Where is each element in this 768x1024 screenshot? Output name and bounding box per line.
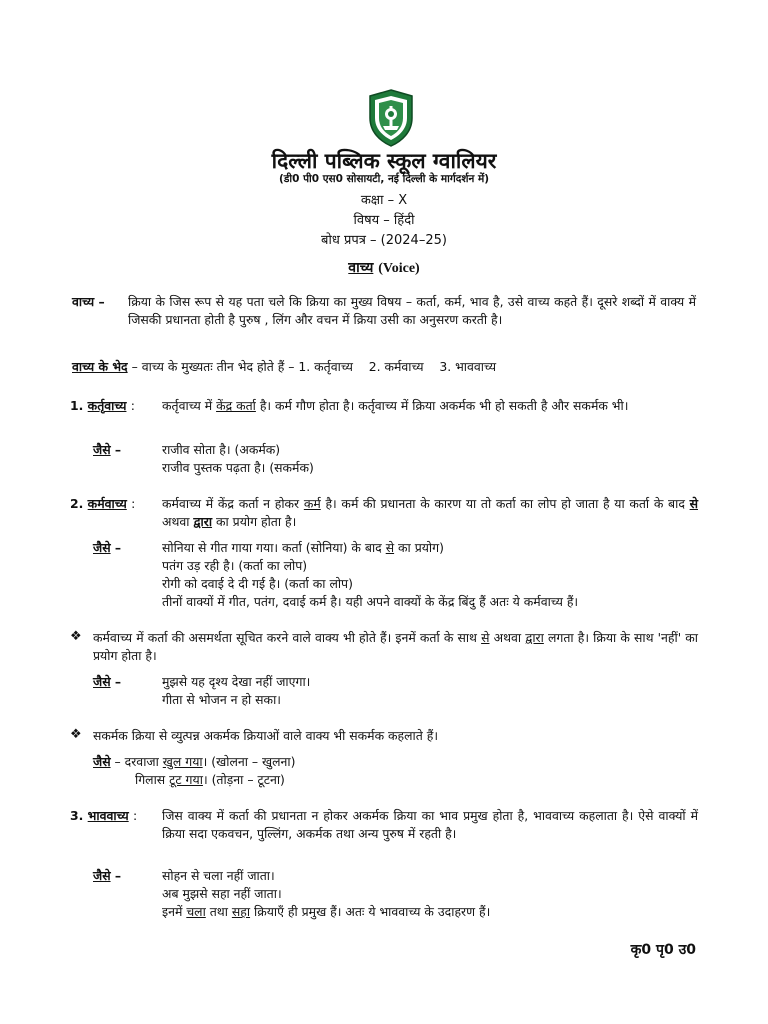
sec3-description: जिस वाक्य में कर्ता की प्रधानता न होकर अकर्मक क्रिया का भाव प्रमुख होता है, भाववाच्य कहलाता है। ऐसे वाक्यों में क्रिया सदा एकवचन, पुल्लिंग, अकर्मक तथा अन्य पुरुष में रहती है। — [162, 808, 698, 841]
sec3-example-label — [93, 867, 121, 885]
sec1-desc-b: है। कर्म गौण होता है। कर्तृवाच्य में क्रिया अकर्मक भी हो सकती है और सकर्मक भी। — [255, 398, 629, 413]
sec2-desc-se: से — [689, 496, 698, 511]
school-crest-icon — [365, 88, 417, 148]
definition-term: वाच्य – — [72, 294, 105, 309]
school-name: दिल्ली पब्लिक स्कूल ग्वालियर — [271, 149, 497, 173]
example-dash: – — [114, 442, 122, 457]
sec3-ex3-a: इनमें — [162, 904, 187, 919]
note1-text — [93, 629, 698, 665]
sec1-colon: : — [130, 398, 135, 413]
sec3-ex3-chala: चला — [186, 904, 206, 919]
example-dash: – — [114, 540, 122, 555]
sec3-example-2: अब मुझसे सहा नहीं जाता। — [162, 886, 282, 901]
sec3-number: 3. — [70, 808, 84, 823]
sec2-desc-a: कर्मवाच्य में केंद्र कर्ता न होकर — [162, 496, 304, 511]
page-title — [0, 258, 768, 277]
types-text: – वाच्य के मुख्यतः तीन भेद होते हैं – 1. कर्तृवाच्य 2. कर्मवाच्य 3. भाववाच्य — [127, 359, 497, 374]
bullet-icon: ❖ — [70, 629, 82, 644]
page-footer: कृ0 पृ0 उ0 — [630, 942, 696, 958]
example-label: जैसे — [93, 674, 111, 689]
sec2-example-label — [93, 539, 121, 557]
sec1-desc-a: कर्तृवाच्य में — [162, 398, 217, 413]
society-line: (डी0 पी0 एस0 सोसायटी, नई दिल्ली के मार्गदर्शन में) — [278, 173, 490, 185]
sec2-desc-dwara: द्वारा — [193, 514, 213, 529]
sec2-example-4: तीनों वाक्यों में गीत, पतंग, दवाई कर्म है। यही अपने वाक्यों के केंद्र बिंदु हैं अतः ये कर्मवाच्य हैं। — [162, 594, 579, 609]
sec2-ex1-a: सोनिया से गीत गाया गया। कर्ता (सोनिया) के बाद — [162, 540, 386, 555]
sec1-example-1: राजीव सोता है। (अकर्मक) — [162, 442, 281, 457]
note2-ex2-verb: टूट गया — [169, 772, 203, 787]
title-english: (Voice) — [378, 261, 420, 276]
sec3-ex3-e: क्रियाएँ ही प्रमुख हैं। अतः ये भाववाच्य के उदाहरण हैं। — [250, 904, 491, 919]
sec2-number: 2. — [70, 496, 84, 511]
sec3-colon: : — [133, 808, 138, 823]
sec1-example-label — [93, 441, 121, 459]
note1-a: कर्मवाच्य में कर्ता की असमर्थता सूचित करने वाले वाक्य भी होते हैं। इनमें कर्ता के साथ — [93, 630, 482, 645]
sec2-heading — [70, 495, 135, 513]
definition-text: क्रिया के जिस रूप से यह पता चले कि क्रिया का मुख्य विषय – कर्ता, कर्म, भाव है, उसे वाच्य कहते हैं। दूसरे शब्दों में वाक्य में जिसकी प्रधानता होती है पुरुष , लिंग और वचन में क्रिया उसी का अनुसरण करती है। — [128, 294, 696, 327]
note2-ex1-c: । (खोलना – खुलना) — [202, 754, 296, 769]
note2-example-2 — [135, 771, 285, 789]
sec2-colon: : — [131, 496, 136, 511]
sec3-heading — [70, 807, 137, 825]
sec1-desc-key: केंद्र कर्ता — [216, 398, 256, 413]
note2-ex2-c: । (तोड़ना – टूटना) — [202, 772, 285, 787]
note1-b: अथवा — [489, 630, 526, 645]
sec3-example-3 — [162, 903, 490, 921]
sec2-name: कर्मवाच्य — [87, 496, 127, 511]
example-label: जैसे — [93, 754, 111, 769]
sec3-ex3-c: तथा — [205, 904, 232, 919]
sec2-example-3: रोगी को दवाई दे दी गई है। (कर्ता का लोप) — [162, 576, 353, 591]
sec1-name: कर्तृवाच्य — [87, 398, 127, 413]
sec2-example-1 — [162, 539, 444, 557]
note1-dwara: द्वारा — [525, 630, 544, 645]
example-label: जैसे — [93, 540, 111, 555]
sec1-example-2: राजीव पुस्तक पढ़ता है। (सकर्मक) — [162, 460, 314, 475]
types-line — [72, 358, 712, 376]
sec2-desc-c: अथवा — [162, 514, 194, 529]
note2-ex1-a: – दरवाजा — [114, 754, 163, 769]
sec2-desc-b: है। कर्म की प्रधानता के कारण या तो कर्ता का लोप हो जाता है या कर्ता के बाद — [320, 496, 690, 511]
sec3-name: भाववाच्य — [87, 808, 129, 823]
types-label: वाच्य के भेद — [72, 359, 128, 374]
example-label: जैसे — [93, 868, 111, 883]
paper-line: बोध प्रपत्र – (2024–25) — [321, 233, 447, 248]
sec2-desc-karm: कर्म — [303, 496, 321, 511]
example-dash: – — [114, 868, 122, 883]
example-dash: – — [114, 674, 122, 689]
example-label: जैसे — [93, 442, 111, 457]
note1-c: लगता है। क्रिया के साथ 'नहीं' का प्रयोग होता है। — [93, 630, 698, 663]
note1-example-label — [93, 673, 121, 691]
sec2-example-2: पतंग उड़ रही है। (कर्ता का लोप) — [162, 558, 308, 573]
note2-text: सकर्मक क्रिया से व्युत्पन्न अकर्मक क्रियाओं वाले वाक्य भी सकर्मक कहलाते हैं। — [93, 728, 439, 743]
sec1-number: 1. — [70, 398, 84, 413]
sec3-example-1: सोहन से चला नहीं जाता। — [162, 868, 275, 883]
note1-se: से — [481, 630, 490, 645]
sec2-ex1-se: से — [385, 540, 395, 555]
note1-example-2: गीता से भोजन न हो सका। — [162, 692, 281, 707]
subject-line: विषय – हिंदी — [353, 213, 415, 228]
class-line: कक्षा – X — [360, 193, 408, 208]
note2-example-1 — [93, 753, 295, 771]
sec1-description — [162, 397, 698, 415]
title-hindi: वाच्य — [348, 260, 374, 276]
bullet-icon: ❖ — [70, 727, 82, 742]
sec2-ex1-c: का प्रयोग) — [394, 540, 444, 555]
sec2-desc-d: का प्रयोग होता है। — [212, 514, 297, 529]
note1-example-1: मुझसे यह दृश्य देखा नहीं जाएगा। — [162, 674, 311, 689]
sec2-description — [162, 495, 698, 531]
sec3-ex3-saha: सहा — [231, 904, 251, 919]
note2-ex2-a: गिलास — [135, 772, 170, 787]
sec1-heading — [70, 397, 135, 415]
note2-ex1-verb: खुल गया — [162, 754, 203, 769]
